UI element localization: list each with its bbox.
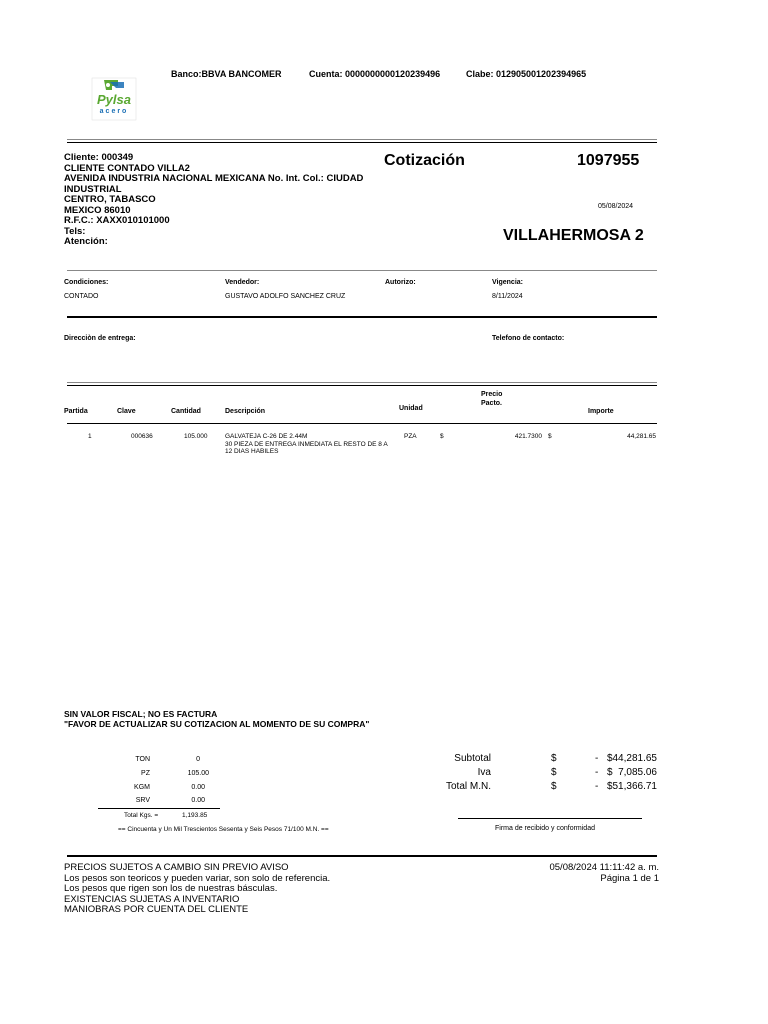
quote-date: 05/08/2024	[598, 203, 634, 210]
weight-value: 0	[196, 756, 200, 763]
subtotal-dash: -	[595, 753, 599, 764]
divider	[67, 423, 657, 424]
bank-clabe: Clabe: 012905001202394965	[466, 69, 587, 79]
cell-currency: $	[548, 433, 552, 440]
subtotal-currency: $	[551, 753, 557, 764]
notice-block	[64, 709, 369, 729]
cell-precio: 421.7300	[514, 433, 542, 440]
logo-text-top: Pylsa	[97, 92, 131, 107]
subtotal-value: $44,281.65	[606, 753, 657, 764]
divider	[67, 855, 657, 857]
signature-label: Firma de recibido y conformidad	[495, 825, 595, 832]
col-header-pacto: Pacto.	[481, 400, 503, 407]
conditions-label: Condiciones:	[64, 279, 109, 286]
page-number: Página 1 de 1	[600, 872, 659, 884]
signature-line	[458, 818, 642, 819]
client-id: Cliente: 000349	[64, 152, 134, 163]
footer-line: PRECIOS SUJETOS A CAMBIO SIN PREVIO AVISO	[64, 862, 289, 873]
footer-line: Los pesos son teoricos y pueden variar, son solo de referencia.	[64, 872, 331, 884]
weight-value: 105.00	[187, 770, 209, 777]
weight-label: SRV	[135, 797, 150, 804]
client-block	[64, 153, 363, 248]
conditions-value: CONTADO	[64, 293, 99, 300]
total-currency: $	[551, 781, 557, 792]
desc-line: 30 PIEZA DE ENTREGA INMEDIATA EL RESTO DE 8 A	[225, 440, 388, 448]
client-address-2: INDUSTRIAL	[64, 183, 122, 195]
cell-descripcion	[225, 433, 388, 456]
divider	[67, 316, 657, 318]
contact-phone-label: Telefono de contacto:	[492, 335, 565, 342]
col-header-clave: Clave	[117, 408, 136, 415]
bank-name: Banco:BBVA BANCOMER	[171, 69, 282, 79]
total-kgs-label: Total Kgs. =	[124, 812, 159, 819]
client-address: AVENIDA INDUSTRIA NACIONAL MEXICANA No. Int. Col.: CIUDAD	[64, 173, 364, 184]
col-header-unidad: Unidad	[399, 405, 423, 412]
col-header-precio: Precio	[481, 391, 503, 398]
validity-label: Vigencia:	[492, 279, 523, 286]
col-header-cantidad: Cantidad	[171, 408, 201, 415]
footer-line: Los pesos que rigen son los de nuestras básculas.	[64, 883, 278, 894]
client-name: CLIENTE CONTADO VILLA2	[64, 162, 190, 174]
quote-title: Cotización	[384, 152, 465, 169]
cell-unidad: PZA	[404, 433, 417, 440]
col-header-importe: Importe	[588, 408, 614, 415]
weight-value: 0.00	[191, 784, 205, 791]
logo-text-bottom: acero	[99, 108, 129, 115]
seller-label: Vendedor:	[225, 279, 260, 286]
weight-label: KGM	[134, 784, 150, 791]
weight-value: 0.00	[191, 797, 205, 804]
weight-label: PZ	[141, 770, 150, 777]
footer-line: EXISTENCIAS SUJETAS A INVENTARIO	[64, 893, 240, 905]
notice-line: "FAVOR DE ACTUALIZAR SU COTIZACION AL MOMENTO DE SU COMPRA"	[64, 719, 370, 729]
amount-in-words: == Cincuenta y Un Mil Trescientos Sesenta y Seis Pesos 71/100 M.N. ==	[118, 826, 329, 833]
desc-line: GALVATEJA C-26 DE 2.44M	[225, 433, 308, 440]
col-header-descripcion: Descripción	[225, 408, 266, 415]
bank-account: Cuenta: 0000000000120239496	[309, 69, 441, 79]
cell-importe: 44,281.65	[627, 433, 656, 440]
col-header-partida: Partida	[64, 408, 88, 415]
divider	[67, 385, 657, 386]
weight-label: TON	[135, 756, 150, 763]
iva-label: Iva	[477, 767, 491, 778]
footer-notes	[64, 863, 330, 916]
quote-number: 1097955	[577, 152, 640, 169]
total-value: $51,366.71	[606, 781, 657, 792]
client-tels: Tels:	[64, 225, 86, 237]
cell-clave: 000636	[131, 433, 153, 440]
delivery-address-label: Direcciòn de entrega:	[64, 335, 136, 342]
iva-dash: -	[595, 767, 599, 778]
divider	[67, 142, 657, 143]
seller-value: GUSTAVO ADOLFO SANCHEZ CRUZ	[225, 293, 346, 300]
client-rfc: R.F.C.: XAXX010101000	[64, 215, 170, 226]
print-timestamp: 05/08/2024 11:11:42 a. m.	[549, 862, 659, 873]
authorized-label: Autorizo:	[385, 279, 416, 286]
iva-currency: $	[551, 767, 557, 778]
divider	[67, 382, 657, 383]
total-dash: -	[595, 781, 599, 792]
cell-currency: $	[440, 433, 444, 440]
client-city: CENTRO, TABASCO	[64, 194, 156, 205]
divider	[67, 270, 657, 271]
branch-name: VILLAHERMOSA 2	[503, 227, 644, 244]
total-kgs-value: 1,193.85	[182, 812, 208, 819]
subtotal-label: Subtotal	[454, 753, 491, 764]
company-logo	[88, 76, 140, 120]
validity-value: 8/11/2024	[492, 293, 523, 300]
footer-line: MANIOBRAS POR CUENTA DEL CLIENTE	[64, 904, 249, 915]
total-label: Total M.N.	[445, 781, 491, 792]
desc-line: 12 DIAS HABILES	[225, 448, 279, 455]
client-attention: Atención:	[64, 236, 108, 247]
notice-line: SIN VALOR FISCAL; NO ES FACTURA	[64, 709, 218, 719]
client-country: MEXICO 86010	[64, 204, 131, 216]
cell-partida: 1	[88, 433, 92, 440]
divider	[98, 808, 220, 809]
divider	[67, 139, 657, 140]
iva-value: $ 7,085.06	[606, 767, 657, 778]
footer-right	[500, 863, 659, 884]
cell-cantidad: 105.000	[184, 433, 208, 440]
